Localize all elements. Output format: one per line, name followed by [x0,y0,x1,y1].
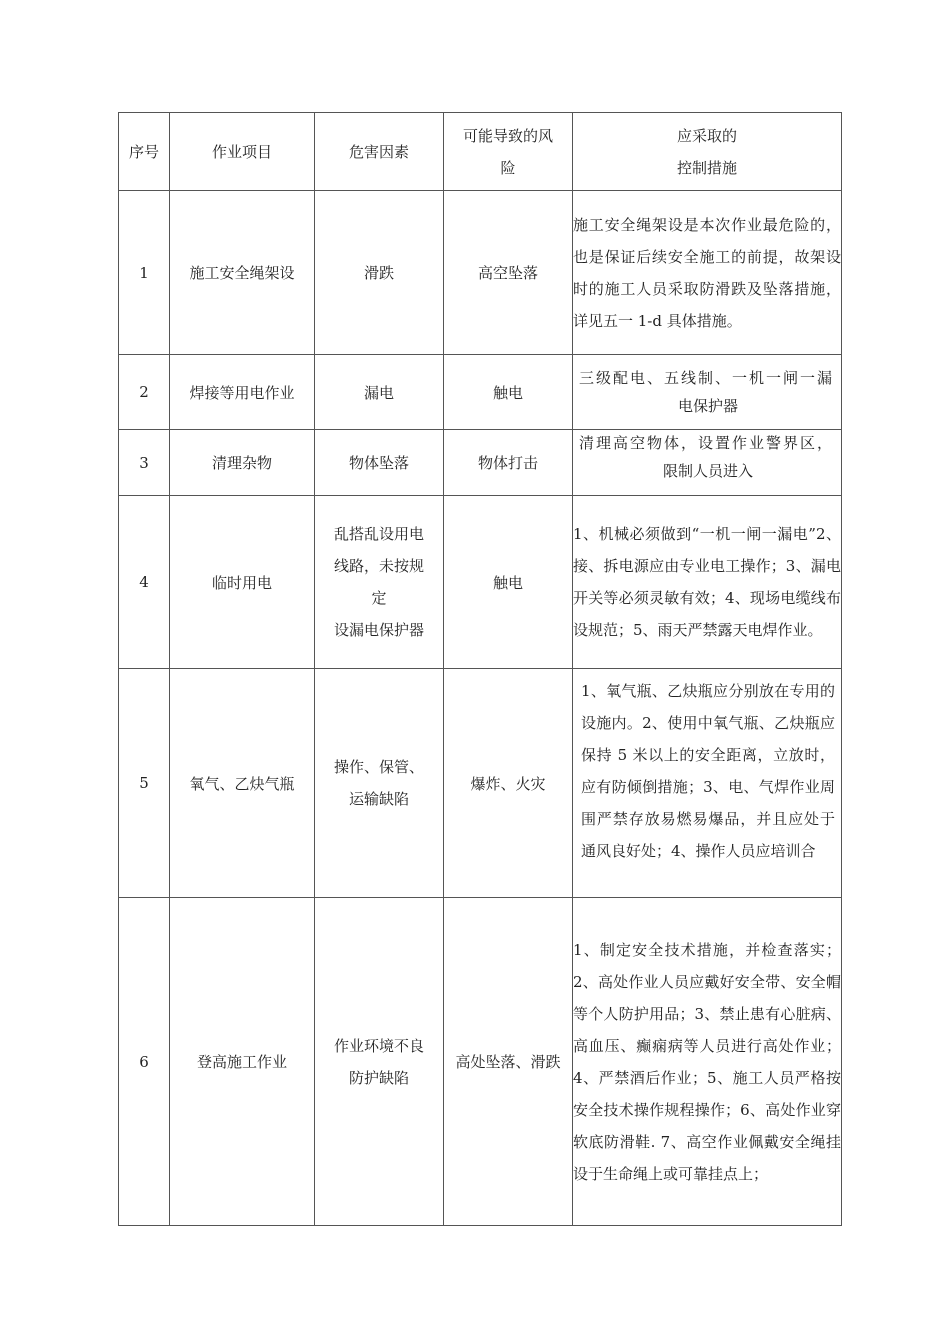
header-risk-line1: 可能导致的风 [462,126,553,145]
row-no: 5 [119,669,170,898]
row-no: 2 [119,355,170,430]
row-hazard: 漏电 [315,355,444,430]
row-risk: 爆炸、火灾 [444,669,573,898]
row-hazard-line1: 作业环境不良 [333,1036,424,1055]
row-hazard: 物体坠落 [315,430,444,496]
row-hazard-line1: 操作、保管、 [333,758,424,776]
row-hazard: 滑跌 [315,191,444,355]
row-item: 登高施工作业 [170,898,315,1226]
row-no: 3 [119,430,170,496]
header-no: 序号 [119,113,170,191]
row-hazard-line1: 乱搭乱设用电 [333,525,424,543]
row-control: 1、制定安全技术措施，并检查落实；2、高处作业人员应戴好安全带、安全帽等个人防护用品；3、禁止患有心脏病、高血压、癫痫病等人员进行高处作业；4、严禁酒后作业；5、施工人员严格按安全技术操作规程操作；6、高处作业穿软底防滑鞋. 7、高空作业佩戴安全绳挂设于生命绳上或可靠挂点上； [573,898,842,1226]
risk-control-table [118,112,842,1226]
row-hazard-line2: 线路，未按规 [333,557,424,575]
row-item: 施工安全绳架设 [170,191,315,355]
table-row [119,496,842,669]
row-hazard-line3: 定 [371,589,387,607]
row-control-text: 1、氧气瓶、乙炔瓶应分别放在专用的设施内。2、使用中氧气瓶、乙炔瓶应保持 5 米以上的安全距离，立放时，应有防倾倒措施；3、电、气焊作业周围严禁存放易燃易爆品，并且应处于通风良好处；4、操作人员应培训合 [581,682,835,860]
row-control-line2: 限制人员进入 [662,462,753,480]
row-control-line2: 电保护器 [677,397,738,415]
row-hazard-line2: 防护缺陷 [348,1068,409,1087]
row-hazard [315,496,444,669]
row-item: 焊接等用电作业 [170,355,315,430]
table-header-row [119,113,842,191]
header-risk-line2: 险 [500,158,516,177]
row-item: 临时用电 [170,496,315,669]
header-risk [444,113,573,191]
header-hazard: 危害因素 [315,113,444,191]
row-control [573,669,842,898]
table-row [119,355,842,430]
row-no: 1 [119,191,170,355]
row-risk: 物体打击 [444,430,573,496]
row-hazard-line4: 设漏电保护器 [333,621,424,639]
header-control-line1: 应采取的 [676,126,737,145]
header-control-line2: 控制措施 [676,158,737,177]
header-control [573,113,842,191]
row-no: 4 [119,496,170,669]
row-control-line1: 三级配电、五线制、一机一闸一漏 [579,369,835,387]
row-risk: 高处坠落、滑跌 [444,898,573,1226]
table-row [119,898,842,1226]
row-item: 氧气、乙炔气瓶 [170,669,315,898]
header-item: 作业项目 [170,113,315,191]
row-risk: 触电 [444,496,573,669]
row-hazard-line2: 运输缺陷 [348,790,409,808]
row-control: 施工安全绳架设是本次作业最危险的，也是保证后续安全施工的前提，故架设时的施工人员采取防滑跌及坠落措施，详见五一 1-d 具体措施。 [573,191,842,355]
row-control [573,355,842,430]
row-control: 1、机械必须做到“一机一闸一漏电”2、接、拆电源应由专业电工操作；3、漏电开关等必须灵敏有效；4、现场电缆线布设规范；5、雨天严禁露天电焊作业。 [573,496,842,669]
row-hazard [315,669,444,898]
row-control [573,430,842,496]
row-hazard [315,898,444,1226]
table-row [119,669,842,898]
row-item: 清理杂物 [170,430,315,496]
row-control-line1: 清理高空物体，设置作业警界区， [579,434,835,452]
table-row [119,430,842,496]
row-risk: 高空坠落 [444,191,573,355]
row-risk: 触电 [444,355,573,430]
row-no: 6 [119,898,170,1226]
table-row [119,191,842,355]
